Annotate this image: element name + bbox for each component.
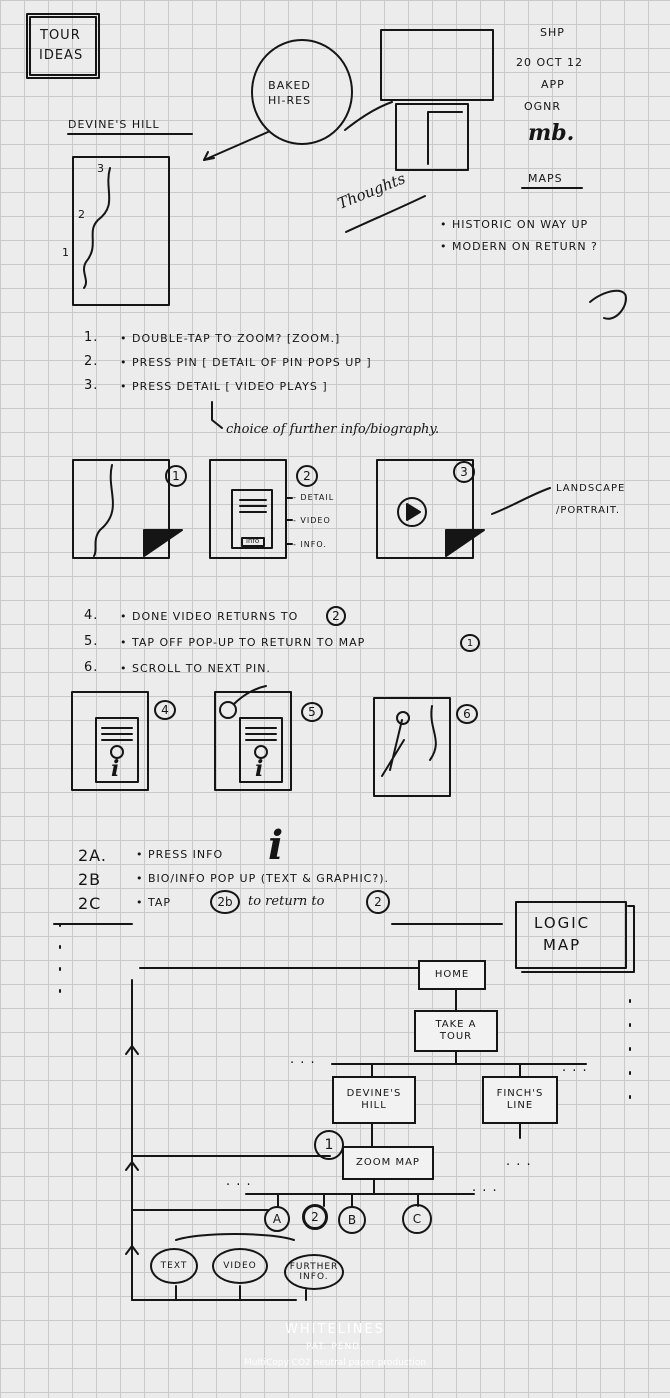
thumb-device-landscape bbox=[381, 30, 493, 100]
step-2c-return-ref: 2 bbox=[366, 890, 390, 914]
step-1-number: 1. bbox=[84, 330, 99, 345]
logic-circle-1: 1 bbox=[314, 1130, 344, 1160]
title-line-2: IDEAS bbox=[39, 48, 84, 63]
step-4-number: 4. bbox=[84, 608, 99, 623]
node-finchs-line: FINCH'S LINE bbox=[482, 1076, 558, 1124]
orientation-note: LANDSCAPE /PORTRAIT. bbox=[556, 483, 626, 516]
frame-3-label: 3 bbox=[453, 461, 475, 483]
option-text: TEXT bbox=[150, 1248, 198, 1284]
frame-5-label: 5 bbox=[301, 702, 323, 722]
step-5-number: 5. bbox=[84, 634, 99, 649]
video-play-circle bbox=[398, 498, 426, 526]
frame-1-label: 1 bbox=[165, 465, 187, 487]
option-video: VIDEO bbox=[212, 1248, 268, 1284]
step-2c-text: • TAP bbox=[136, 896, 172, 909]
logic-dots-4: . . . bbox=[226, 1174, 252, 1189]
maps-label: MAPS bbox=[528, 172, 563, 185]
step-2c-number: 2C bbox=[78, 894, 102, 913]
logic-dots-1: . . . bbox=[290, 1052, 316, 1067]
logic-dots-5: . . . bbox=[472, 1180, 498, 1195]
step-5-ref: 1 bbox=[460, 634, 480, 652]
info-glyph: i bbox=[268, 822, 284, 869]
footer-tagline: MultiCopy CO2 neutral paper production bbox=[243, 1358, 427, 1368]
node-devines-hill: DEVINE'S HILL bbox=[332, 1076, 416, 1124]
map-pin-2: 2 bbox=[78, 208, 86, 221]
further-info-note: choice of further info/biography. bbox=[226, 422, 440, 437]
step-2-text: • PRESS PIN [ DETAIL OF PIN POPS UP ] bbox=[120, 356, 372, 369]
logic-circle-2: 2 bbox=[302, 1204, 328, 1230]
frame-4 bbox=[72, 692, 148, 790]
step-5-text: • TAP OFF POP-UP TO RETURN TO MAP bbox=[120, 636, 366, 649]
frame-1 bbox=[73, 460, 169, 558]
thought-2: • MODERN ON RETURN ? bbox=[440, 240, 598, 253]
step-1-text: • DOUBLE-TAP TO ZOOM? [ZOOM.] bbox=[120, 332, 341, 345]
logic-circle-c: C bbox=[402, 1204, 432, 1234]
logic-circle-a: A bbox=[264, 1206, 290, 1232]
frame-4-label: 4 bbox=[154, 700, 176, 720]
frame-2-label: 2 bbox=[296, 465, 318, 487]
step-4-ref: 2 bbox=[326, 606, 346, 626]
frame-5 bbox=[215, 692, 291, 790]
initials: mb. bbox=[528, 120, 575, 146]
footer-patent: PAT. PEND. bbox=[305, 1342, 365, 1352]
popup-label-detail: - DETAIL bbox=[293, 493, 335, 502]
thumb-device-portrait bbox=[396, 104, 468, 170]
frame-5-info-icon: i bbox=[255, 756, 264, 782]
frame-6 bbox=[374, 698, 450, 796]
map-pin-3: 3 bbox=[97, 162, 105, 175]
title-box bbox=[27, 14, 99, 78]
step-2-number: 2. bbox=[84, 354, 99, 369]
step-6-text: • SCROLL TO NEXT PIN. bbox=[120, 662, 271, 675]
baked-hi-res-label: BAKED HI-RES bbox=[268, 79, 312, 107]
step-2b-number: 2B bbox=[78, 870, 102, 889]
frame-6-label: 6 bbox=[456, 704, 478, 724]
logic-circle-b: B bbox=[338, 1206, 366, 1234]
thoughts-heading: Thoughts bbox=[335, 169, 408, 213]
logic-dots-2: . . . bbox=[562, 1060, 588, 1075]
node-home: HOME bbox=[418, 960, 486, 990]
step-2a-number: 2A. bbox=[78, 846, 107, 865]
step-3-number: 3. bbox=[84, 378, 99, 393]
step-2a-text: • PRESS INFO bbox=[136, 848, 224, 861]
logic-map-title: LOGIC MAP bbox=[534, 914, 591, 954]
popup-info-button: info bbox=[246, 537, 260, 545]
frame-4-info-icon: i bbox=[111, 756, 120, 782]
ognr-label: OGNR bbox=[524, 100, 562, 113]
step-2c-tap-ref: 2b bbox=[210, 890, 240, 914]
devines-hill-heading: DEVINE'S HILL bbox=[68, 118, 160, 131]
step-2b-text: • BIO/INFO POP UP (TEXT & GRAPHIC?). bbox=[136, 872, 389, 885]
devines-hill-map-frame bbox=[73, 157, 169, 305]
app-label: APP bbox=[541, 78, 565, 91]
step-2c-return-text: to return to bbox=[248, 894, 325, 909]
map-pin-1: 1 bbox=[62, 246, 70, 259]
node-zoom-map: ZOOM MAP bbox=[342, 1146, 434, 1180]
popup-label-video: - VIDEO bbox=[293, 516, 331, 525]
logic-dots-3: . . . bbox=[506, 1154, 532, 1169]
popup-label-info: - INFO. bbox=[293, 540, 327, 549]
node-take-a-tour: TAKE A TOUR bbox=[414, 1010, 498, 1052]
thought-1: • HISTORIC ON WAY UP bbox=[440, 218, 589, 231]
step-4-text: • DONE VIDEO RETURNS TO bbox=[120, 610, 299, 623]
option-further-info: FURTHER INFO. bbox=[284, 1254, 344, 1290]
date: 20 OCT 12 bbox=[516, 56, 584, 69]
title-line-1: TOUR bbox=[40, 28, 81, 43]
step-6-number: 6. bbox=[84, 660, 99, 675]
project-code: SHP bbox=[540, 26, 565, 39]
footer-brand: WHITELINES bbox=[285, 1322, 385, 1337]
step-3-text: • PRESS DETAIL [ VIDEO PLAYS ] bbox=[120, 380, 328, 393]
